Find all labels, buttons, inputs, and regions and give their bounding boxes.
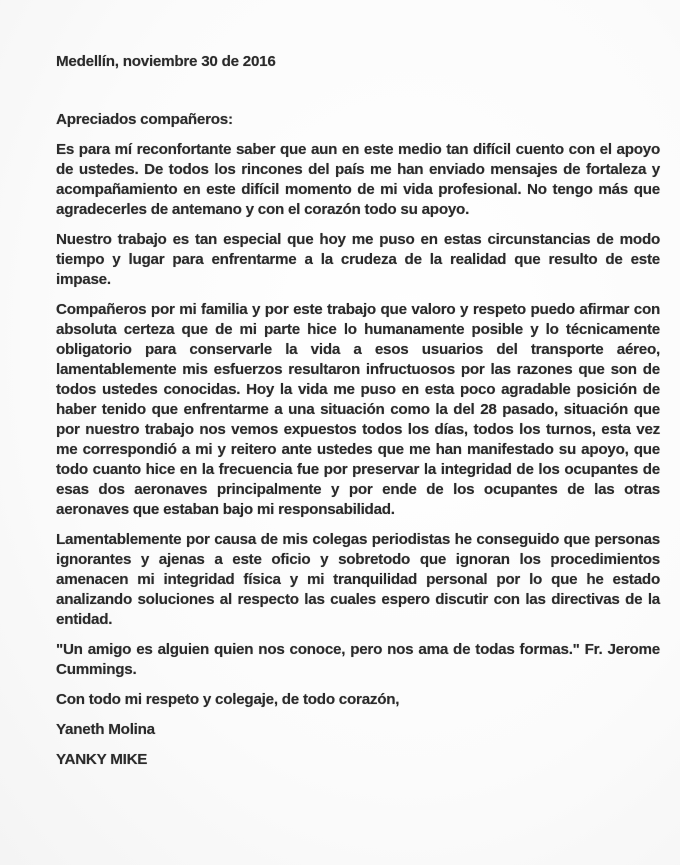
paragraph-incident: Compañeros por mi familia y por este trabajo que valoro y respeto puedo afirmar con absoluta certeza que de mi parte hice lo humanamente posible y lo técnicamente obligatorio para conservarle la vida a esos usuarios del transporte aéreo, lamentablemente mis esfuerzos resultaron infructuosos por las razones que son de todos ustedes conocidas. Hoy la vida me puso en esta poco agradable posición de haber tenido que enfrentarme a una situación como la del 28 pasado, situación que por nuestro trabajo nos vemos expuestos todos los días, todos los turnos, esta vez me correspondió a mi y reitero ante ustedes que me han manifestado su apoyo, que todo cuanto hice en la frecuencia fue por preservar la integridad de los ocupantes de esas dos aeronaves principalmente y por ende de los ocupantes de las otras aeronaves que estaban bajo mi responsabilidad. [56,301,660,518]
letter-body [56,52,660,770]
signature-callsign: YANKY MIKE [56,751,148,768]
letter-quote: "Un amigo es alguien quien nos conoce, pero nos ama de todas formas." Fr. Jerome Cummings. [56,641,660,678]
letter-salutation: Apreciados compañeros: [56,111,233,128]
paragraph-gratitude: Es para mí reconfortante saber que aun en este medio tan difícil cuento con el apoyo de ustedes. De todos los rincones del país me han enviado mensajes de fortaleza y acompañamiento en este difícil momento de mi vida profesional. No tengo más que agradecerles de antemano y con el corazón todo su apoyo. [56,141,660,218]
letter-closing: Con todo mi respeto y colegaje, de todo corazón, [56,691,400,708]
paragraph-threats: Lamentablemente por causa de mis colegas periodistas he conseguido que personas ignorantes y ajenas a este oficio y sobretodo que ignoran los procedimientos amenacen mi integridad física y mi tranquilidad personal por lo que he estado analizando soluciones al respecto las cuales espero discutir con las directivas de la entidad. [56,531,660,628]
signature-name: Yaneth Molina [56,721,155,738]
paragraph-circumstances: Nuestro trabajo es tan especial que hoy me puso en estas circunstancias de modo tiempo y lugar para enfrentarme a la crudeza de la realidad que resulto de este impase. [56,231,660,288]
letter-date: Medellín, noviembre 30 de 2016 [56,53,276,70]
